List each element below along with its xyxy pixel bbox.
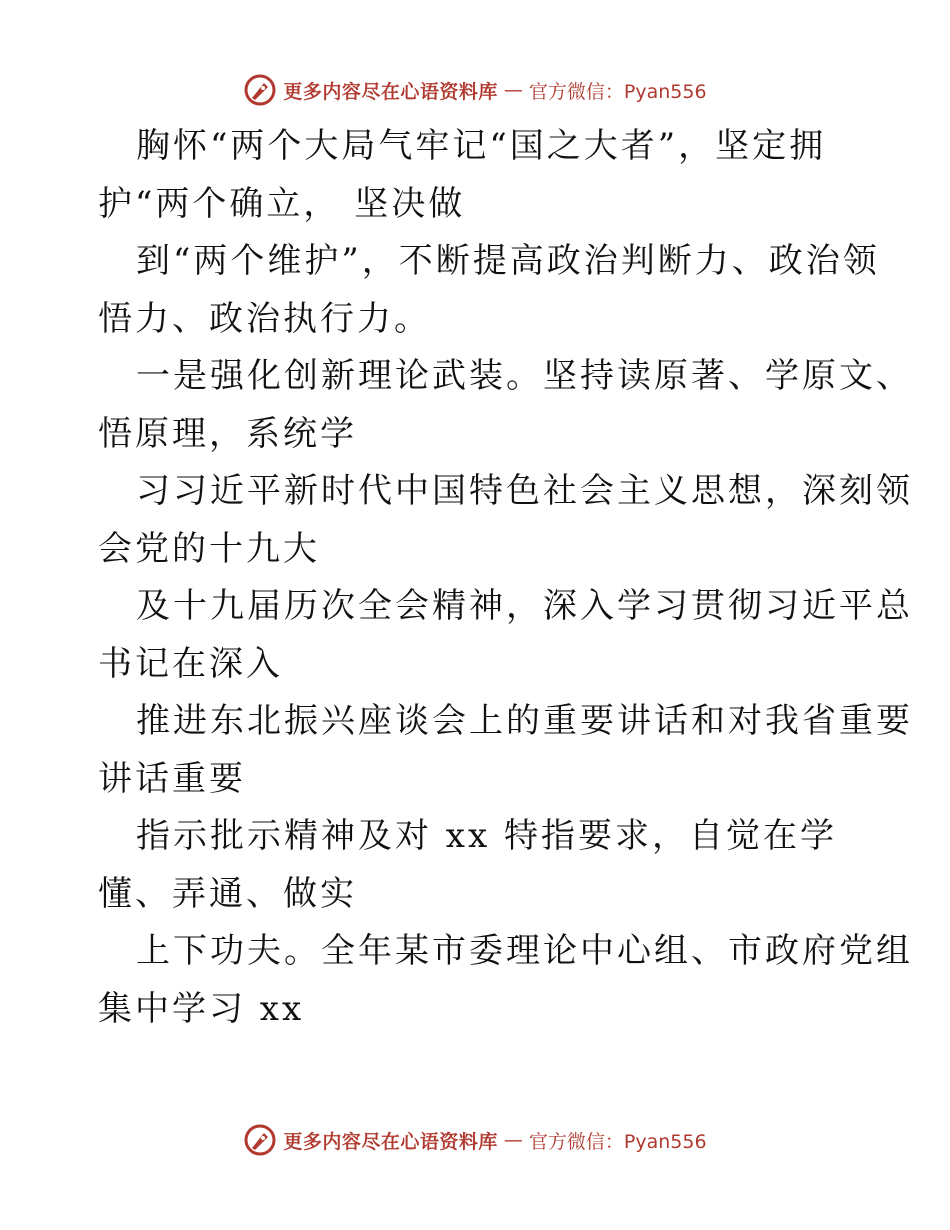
body-line: 会党的十九大: [98, 528, 320, 569]
body-line: 悟力、政治执行力。: [98, 298, 431, 339]
document-body: [98, 118, 913, 1038]
body-line: 悟原理，系统学: [98, 413, 357, 454]
body-line: 到“两个维护”，不断提高政治判断力、政治领: [136, 241, 880, 281]
watermark-wechat-text: 官方微信：Pyan556: [528, 1130, 707, 1153]
body-line: 指示批示精神及对 xx 特指要求，自觉在学: [136, 816, 837, 856]
watermark-dash: —: [503, 1129, 523, 1151]
header-watermark: [0, 72, 950, 108]
footer-watermark: [0, 1122, 950, 1158]
body-line: 一是强化创新理论武装。坚持读原著、学原文、: [136, 356, 913, 396]
body-line: 及十九届历次全会精神，深入学习贯彻习近平总: [136, 586, 913, 626]
watermark-wechat-text: 官方微信：Pyan556: [528, 80, 707, 103]
body-line: 护“两个确立， 坚决做: [98, 183, 466, 224]
pen-nib-logo-icon: [243, 1123, 277, 1157]
body-line: 胸怀“两个大局气牢记“国之大者”，坚定拥: [136, 126, 827, 166]
pen-nib-logo-icon: [243, 73, 277, 107]
body-line: 懂、弄通、做实: [98, 873, 357, 914]
body-line: 推进东北振兴座谈会上的重要讲话和对我省重要: [136, 701, 913, 741]
body-line: 书记在深入: [98, 643, 283, 684]
body-line: 上下功夫。全年某市委理论中心组、市政府党组: [136, 931, 913, 971]
body-line: 集中学习 xx: [98, 988, 305, 1029]
watermark-site-text: 更多内容尽在心语资料库: [283, 1130, 498, 1153]
body-line: 讲话重要: [98, 758, 246, 799]
watermark-site-text: 更多内容尽在心语资料库: [283, 80, 498, 103]
body-line: 习习近平新时代中国特色社会主义思想，深刻领: [136, 471, 913, 511]
watermark-dash: —: [503, 79, 523, 101]
